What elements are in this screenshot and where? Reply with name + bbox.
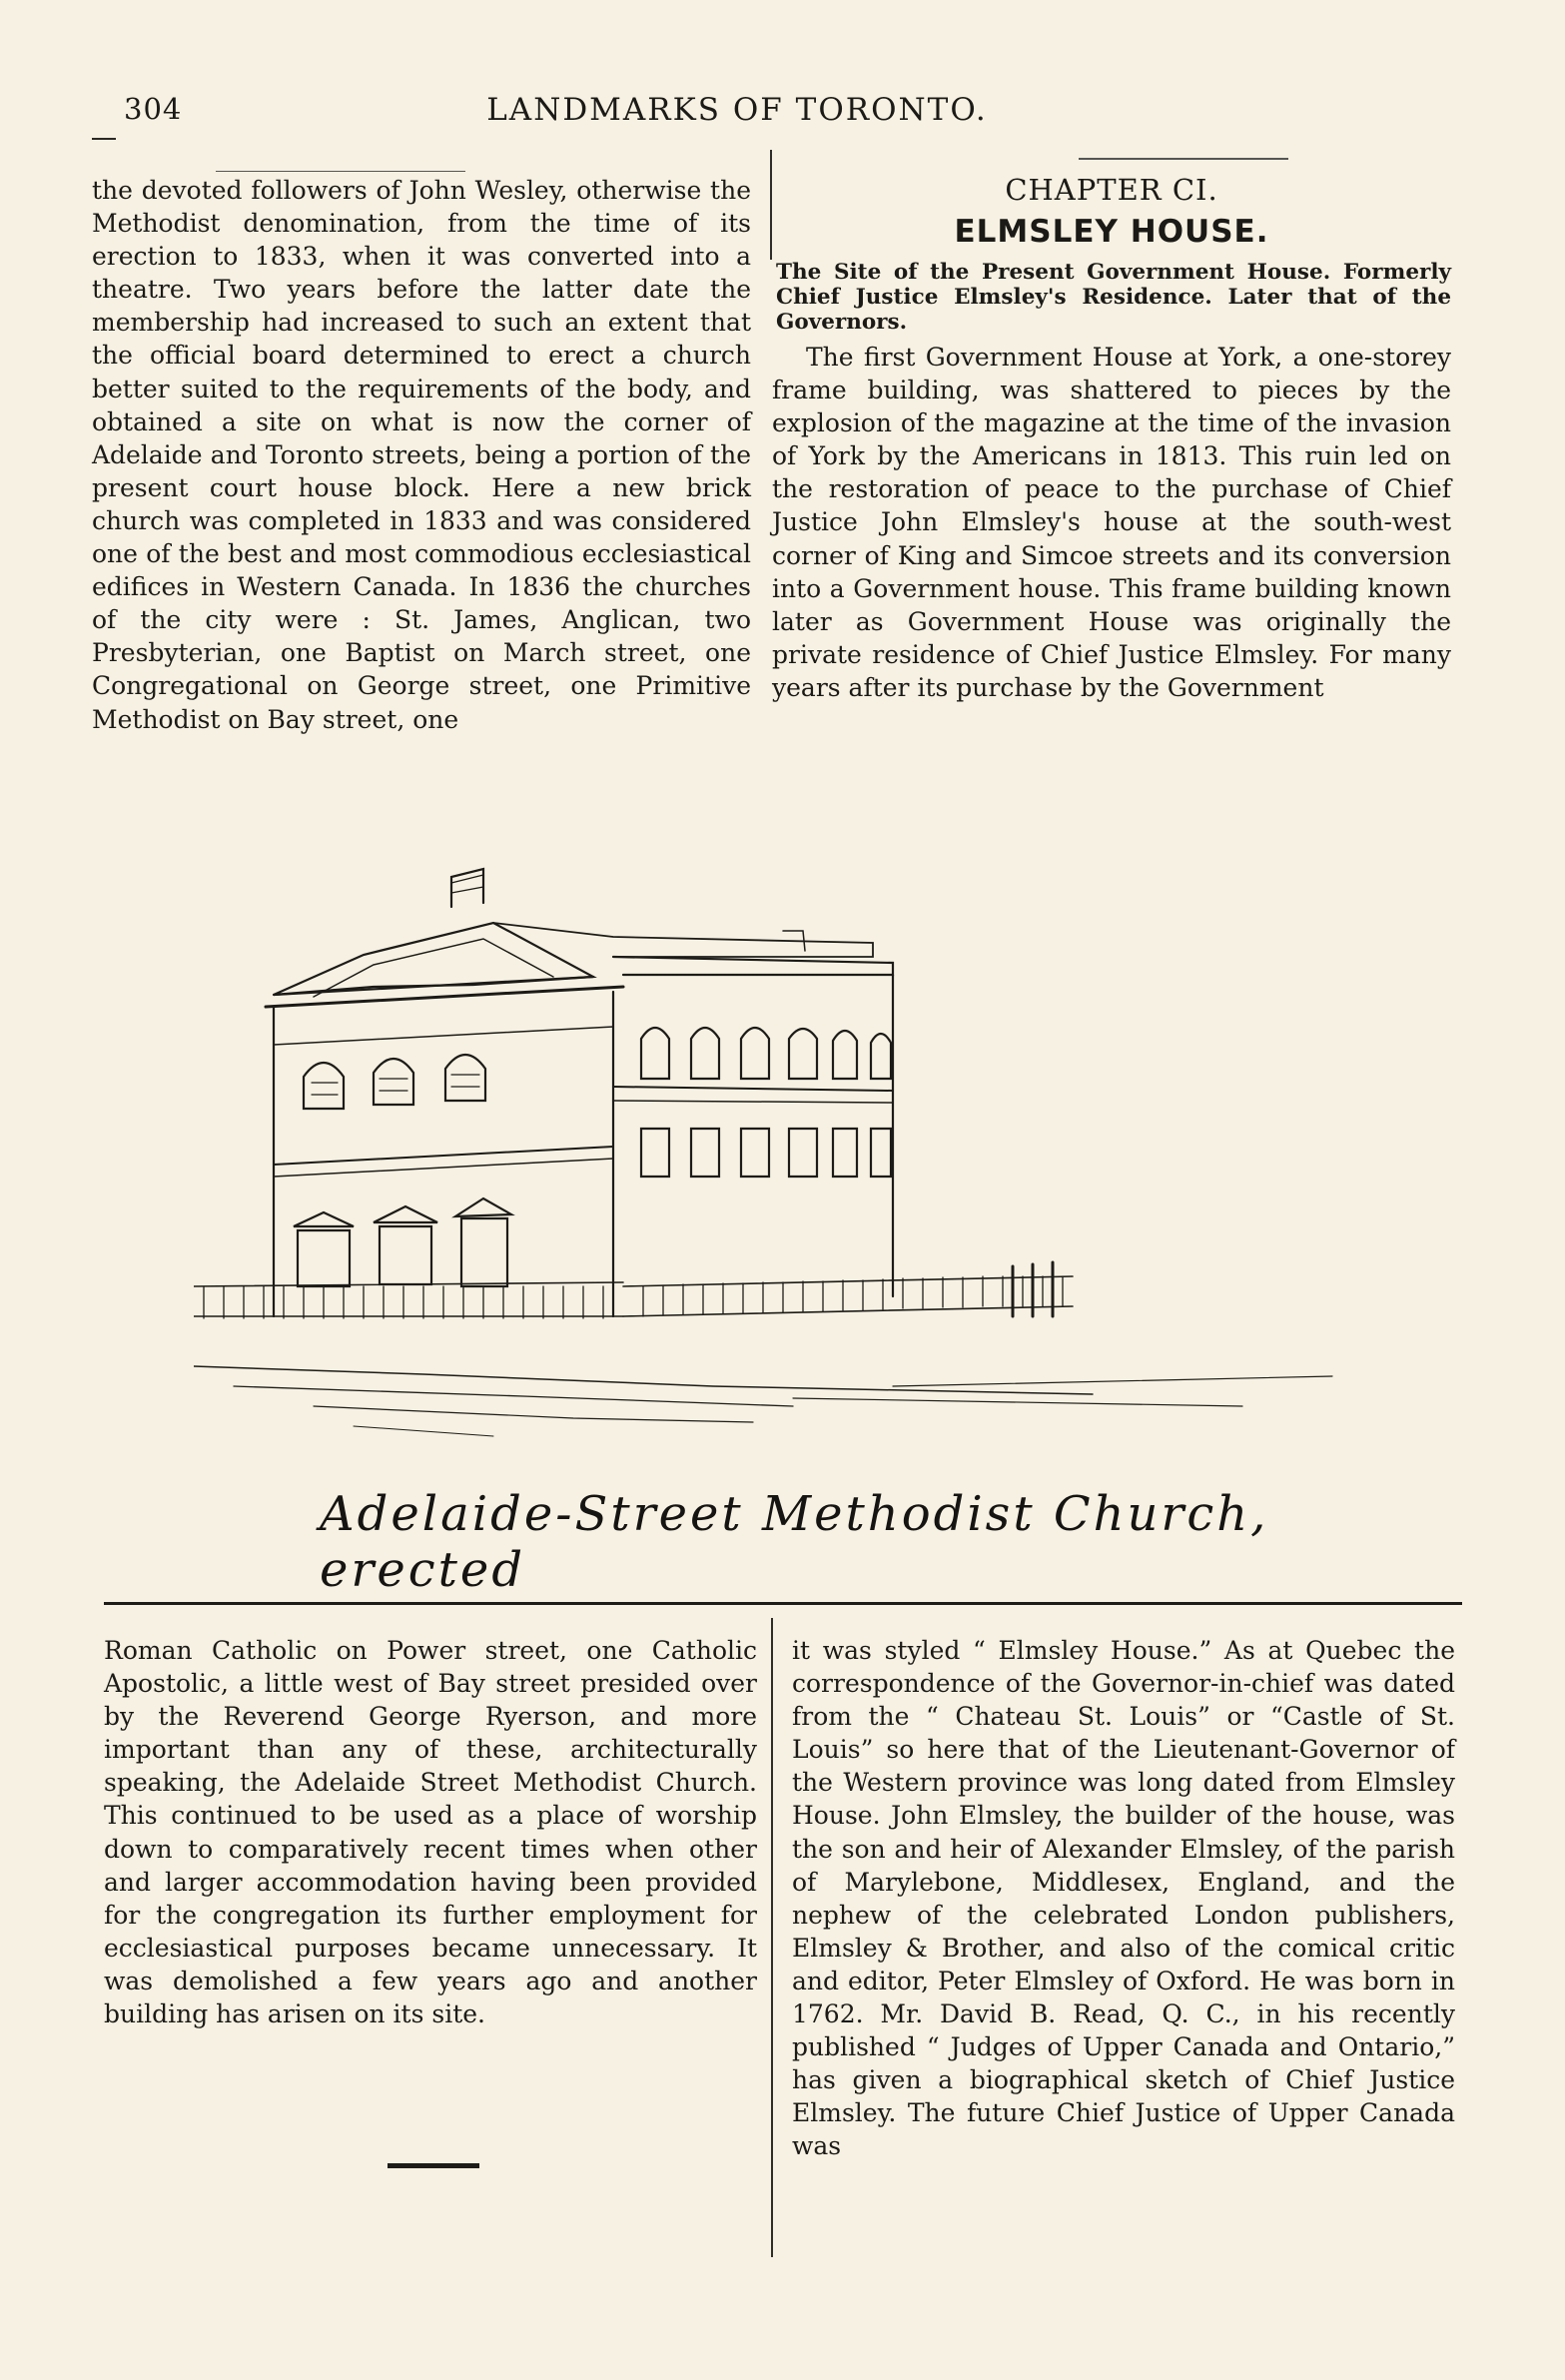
lower-right-column [792,1634,1455,2163]
illustration-caption: Adelaide-Street Methodist Church, erected [320,1486,1269,1598]
upper-left-column [92,174,751,736]
top-rule-left [216,171,465,172]
header-rule [92,138,116,140]
section-end-rule [388,2163,479,2168]
top-rule-right [1079,158,1288,160]
lower-left-paragraph: Roman Catholic on Power street, one Catholic Apostolic, a little west of Bay street presided over by the Reverend George Ryerson, and more important than any of these, architecturally speaking, the Adelaide Street Methodist Church. This continued to be used as a place of worship down to comparatively recent times when other and larger accommodation having been provided for the congregation its further employment for ecclesiastical purposes became unnecessary. It was demolished a few years ago and another building has arisen on its site. [104,1636,757,2029]
running-head [118,88,1356,128]
chapter-title: ELMSLEY HOUSE. [954,214,1269,250]
upper-right-paragraph: The first Government House at York, a one-storey frame building, was shattered to pieces by the explosion of the magazine at the time of the invasion of York by the Americans in 1813. This ruin led on the restoration of peace to the purchase of Chief Justice John Elmsley's house at the south-west corner of King and Simcoe streets and its conversion into a Government house. This frame building known later as Government House was originally the private residence of Chief Justice Elmsley. For many years after its purchase by the Government [772,343,1451,702]
chapter-subheading: The Site of the Present Government House. Formerly Chief Justice Elmsley's Residence. Later that of the Governors. [776,260,1451,335]
lower-left-column [104,1634,757,2030]
lower-right-paragraph: it was styled “ Elmsley House.” As at Quebec the correspondence of the Governor-in-chief was dated from the “ Chateau St. Louis” or “Castle of St. Louis” so here that of the Lieutenant-Governor of the Western province was long dated from Elmsley House. John Elmsley, the builder of the house, was the son and heir of Alexander Elmsley, of the parish of Marylebone, Middlesex, England, and the nephew of the celebrated London publishers, Elmsley & Brother, and also of the comical critic and editor, Peter Elmsley of Oxford. He was born in 1762. Mr. David B. Read, Q. C., in his recently published “ Judges of Upper Canada and Ontario,” has given a biographical sketch of Chief Justice Elmsley. The future Chief Justice of Upper Canada was [792,1636,1455,2161]
column-rule-lower [771,1618,773,2257]
mid-page-rule [104,1602,1462,1605]
upper-left-paragraph: the devoted followers of John Wesley, otherwise the Methodist denomination, from the time of its erection to 1833, when it was converted into a theatre. Two years before the latter date the membership had increased to such an extent that the official board determined to erect a church better suited to the requirements of the body, and obtained a site on what is now the corner of Adelaide and Toronto streets, being a portion of the present court house block. Here a new brick church was completed in 1833 and was considered one of the best and most commodious ecclesiastical edifices in Western Canada. In 1836 the churches of the city were : St. James, Anglican, two Presbyterian, one Baptist on March street, one Congregational on George street, one Primitive Methodist on Bay street, one [92,176,751,734]
running-title: LANDMARKS OF TORONTO. [486,92,988,128]
page-number: 304 [124,92,183,126]
upper-right-column [772,170,1451,704]
church-illustration [194,847,1348,1466]
chapter-number: CHAPTER CI. [1005,173,1218,207]
